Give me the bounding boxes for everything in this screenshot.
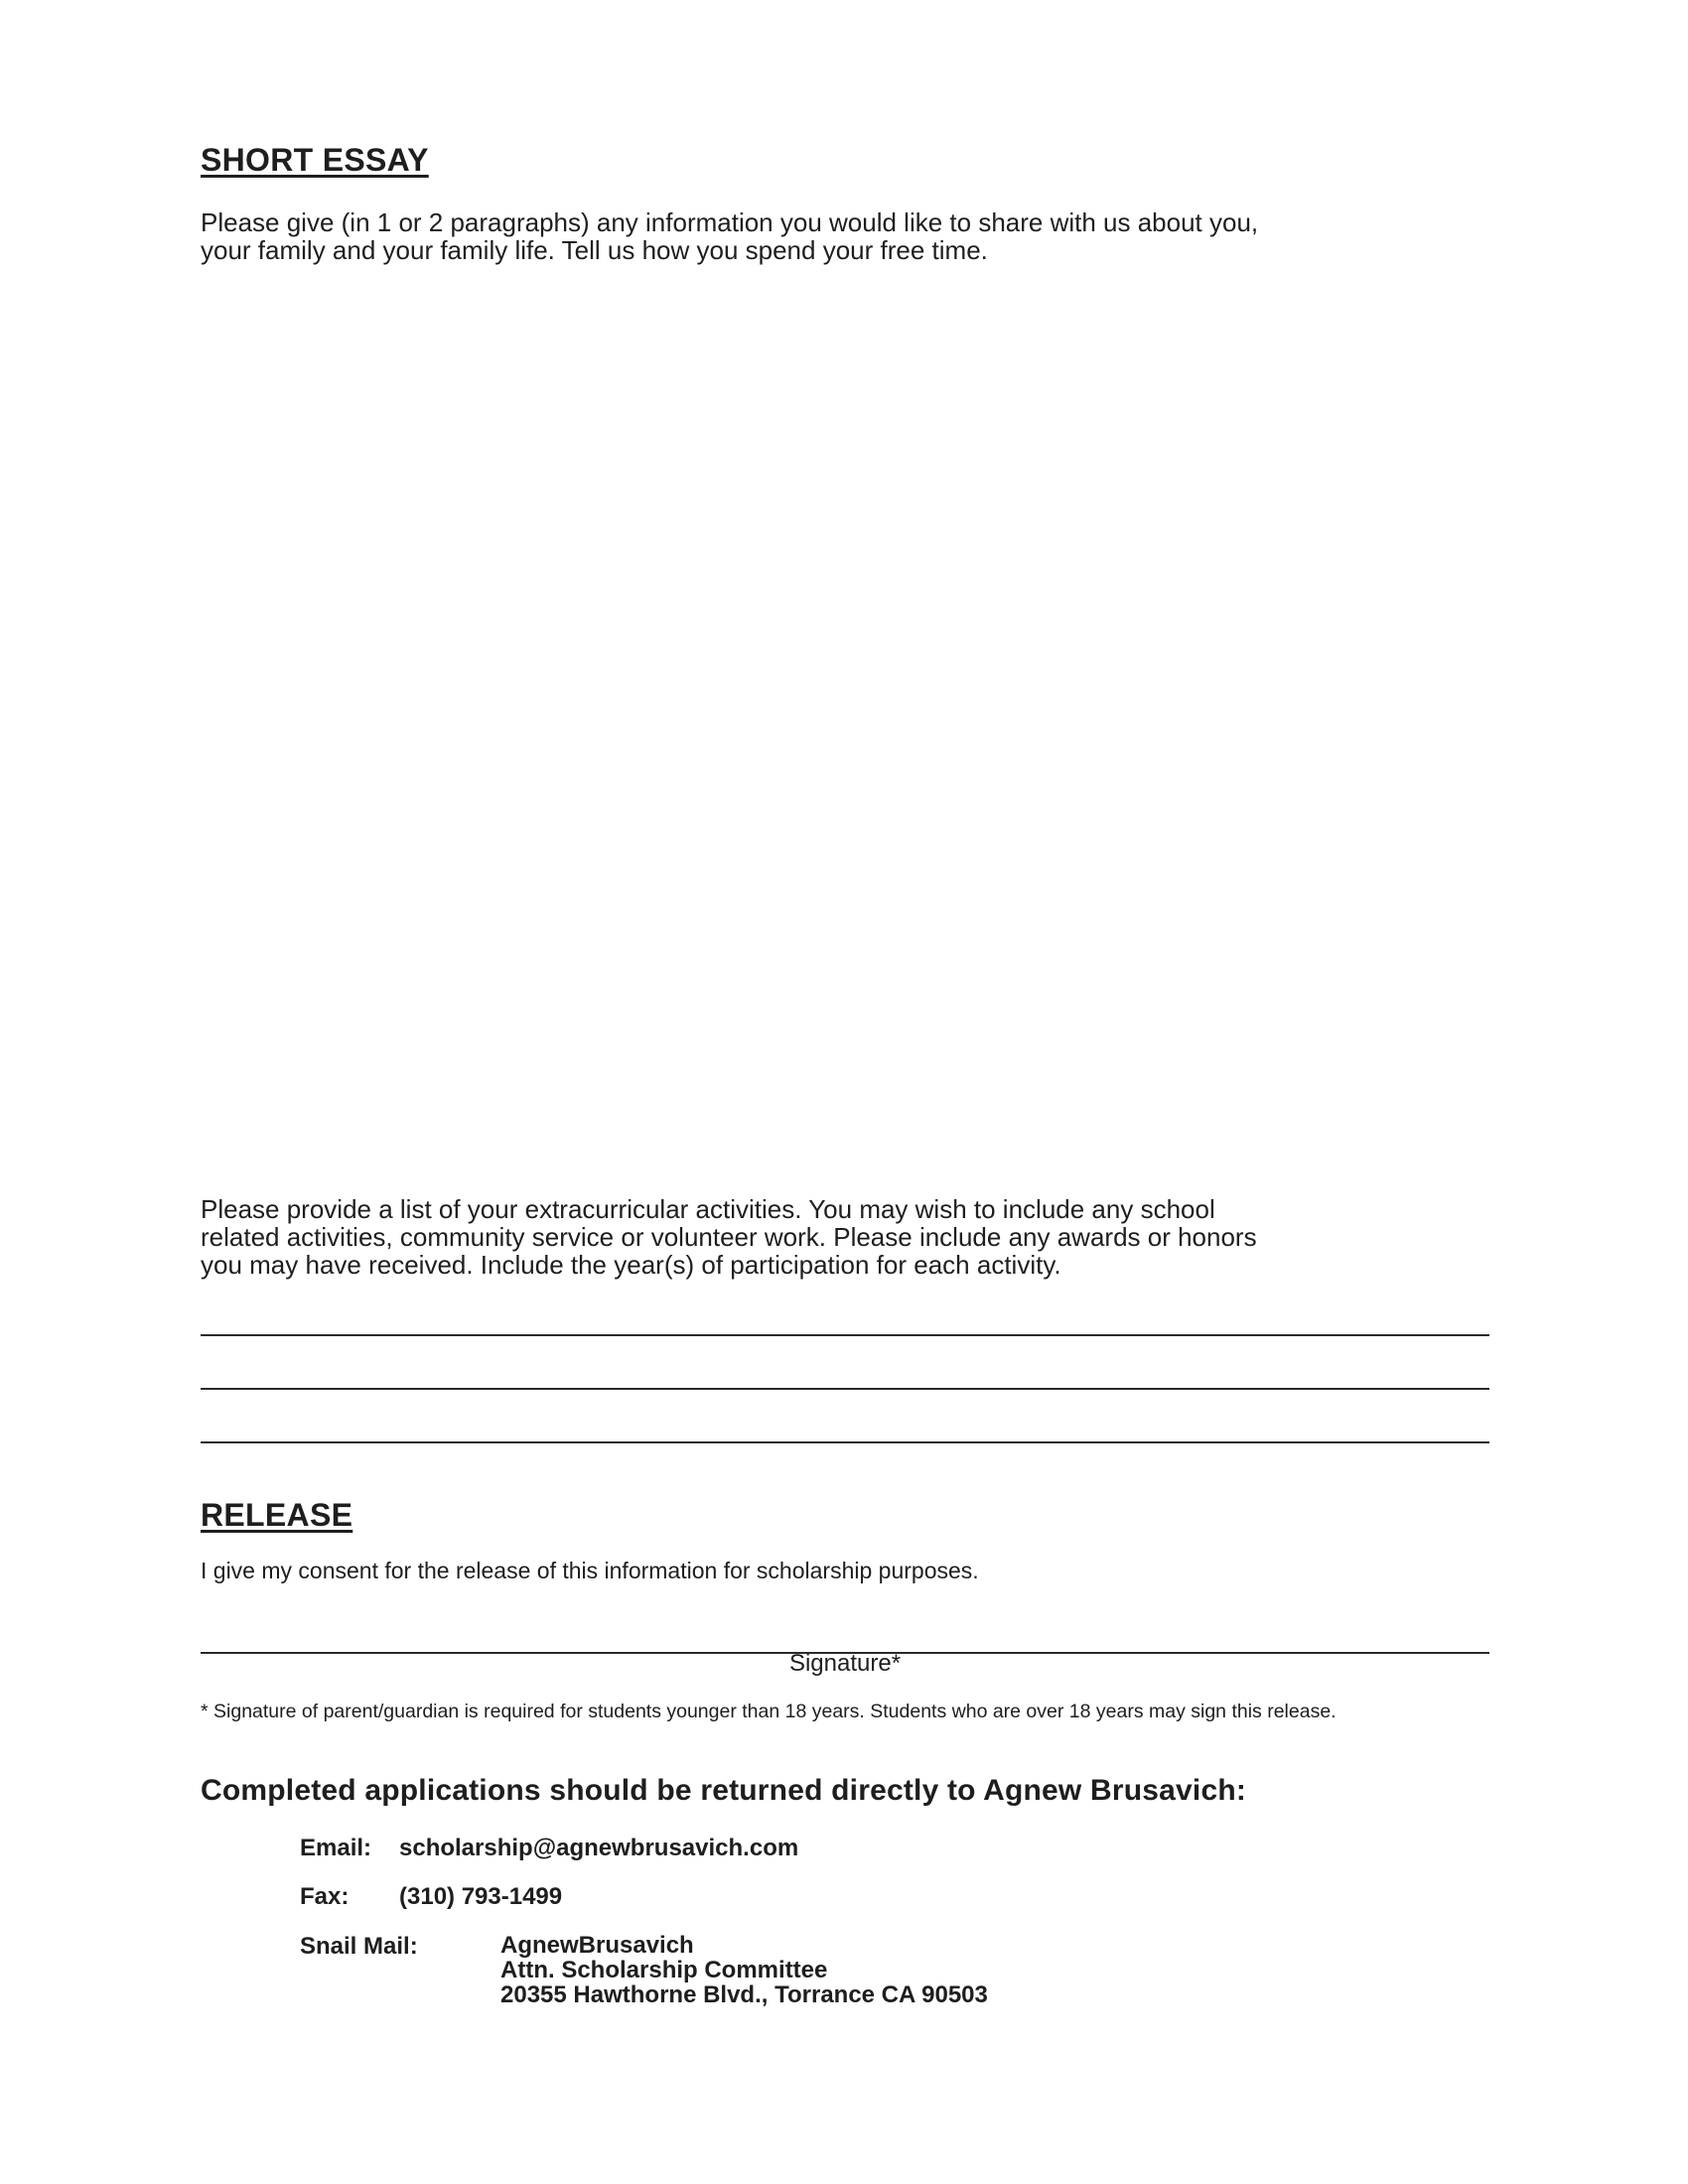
- fax-label: Fax:: [300, 1883, 350, 1910]
- signature-label-text: Signature*: [788, 1650, 902, 1677]
- activity-answer-line[interactable]: [201, 1388, 1489, 1390]
- mailing-address-line: AgnewBrusavich: [500, 1932, 694, 1959]
- return-instructions-heading: Completed applications should be returned directly to Agnew Brusavich:: [201, 1774, 1247, 1807]
- mailing-address-line: Attn. Scholarship Committee: [500, 1957, 828, 1983]
- short-essay-prompt-line: your family and your family life. Tell us how you spend your free time.: [201, 235, 988, 265]
- release-consent-text: I give my consent for the release of this information for scholarship purposes.: [201, 1558, 979, 1583]
- short-essay-prompt: [201, 208, 1489, 264]
- activities-prompt-line: Please provide a list of your extracurricular activities. You may wish to include any school: [201, 1194, 1215, 1224]
- activities-prompt: [201, 1195, 1489, 1279]
- email-value[interactable]: scholarship@agnewbrusavich.com: [399, 1835, 799, 1861]
- mail-label: Snail Mail:: [300, 1933, 418, 1960]
- fax-value: (310) 793-1499: [399, 1883, 563, 1910]
- email-label: Email:: [300, 1835, 372, 1861]
- activities-prompt-line: related activities, community service or volunteer work. Please include any awards or honors: [201, 1222, 1257, 1252]
- activity-answer-line[interactable]: [201, 1334, 1489, 1336]
- essay-answer-area[interactable]: [201, 288, 1489, 1161]
- release-heading: RELEASE: [201, 1497, 353, 1533]
- signature-footnote: * Signature of parent/guardian is required for students younger than 18 years. Students who are over 18 years may sign this release.: [201, 1701, 1336, 1722]
- signature-label: [201, 1650, 1489, 1678]
- short-essay-prompt-line: Please give (in 1 or 2 paragraphs) any information you would like to share with us about you,: [201, 207, 1259, 237]
- mailing-address-line: 20355 Hawthorne Blvd., Torrance CA 90503: [500, 1981, 988, 2008]
- short-essay-heading: SHORT ESSAY: [201, 142, 429, 178]
- activity-answer-line[interactable]: [201, 1441, 1489, 1443]
- mailing-address: [500, 1933, 988, 2007]
- activities-prompt-line: you may have received. Include the year(s) of participation for each activity.: [201, 1250, 1061, 1280]
